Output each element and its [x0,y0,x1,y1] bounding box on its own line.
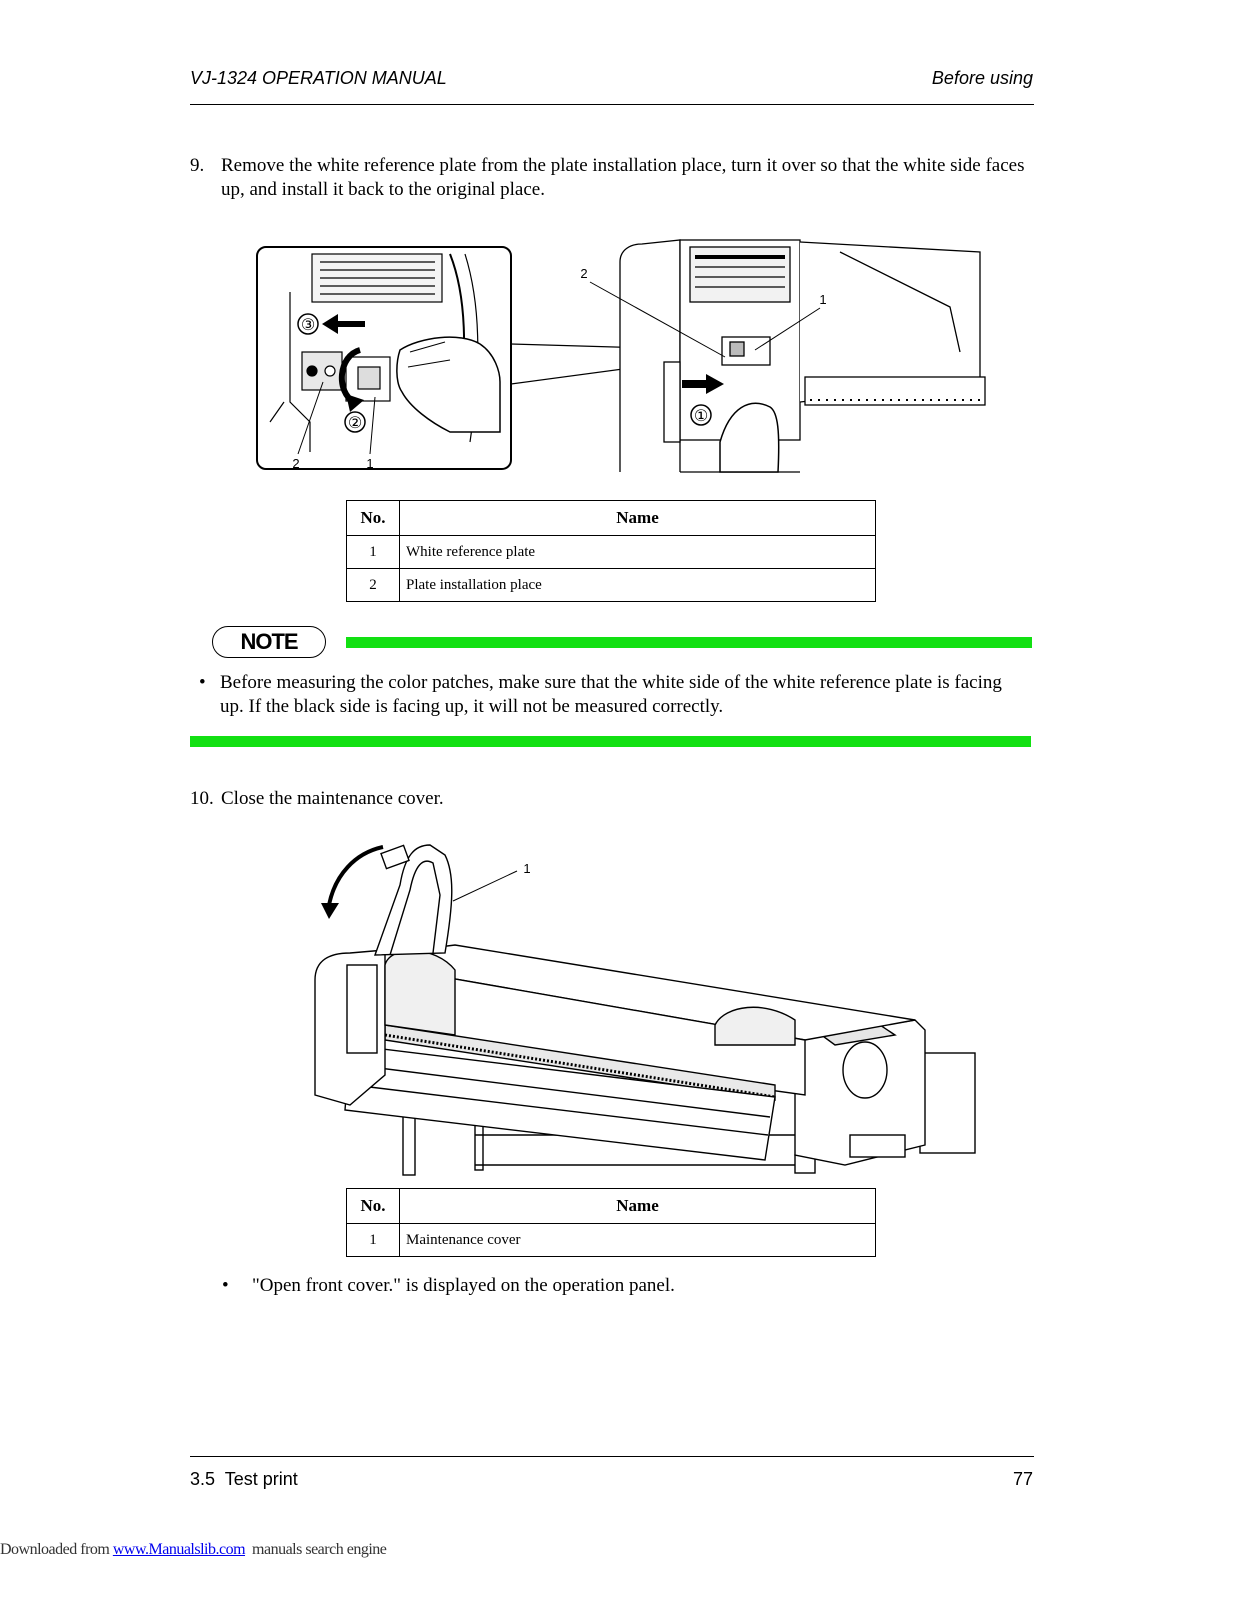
column-header-no: No. [347,501,400,536]
arrow-right [682,380,708,388]
column-header-name: Name [400,1189,876,1224]
step-9 [190,154,1036,204]
inset-callout-2: 2 [292,456,300,471]
row-no: 1 [347,1224,400,1257]
close-arrow [329,847,383,905]
end-cap-knob [843,1042,887,1098]
callout-circle-3: ③ [300,315,316,334]
footer-divider [190,1456,1034,1457]
main-callout-1: 1 [819,292,827,307]
row-no: 1 [347,536,400,569]
table-header-row [347,1189,876,1224]
cover-callout-1: 1 [523,861,531,876]
printer-side-view [620,240,985,472]
row-name: Plate installation place [400,569,876,602]
step10-bullet-text: "Open front cover." is displayed on the operation panel. [252,1275,675,1296]
column-header-name: Name [400,501,876,536]
parts-table-step9 [346,500,876,602]
table-row [347,569,876,602]
row-no: 2 [347,569,400,602]
note-bottom-bar [190,736,1031,747]
printer-cover-illustration [305,835,985,1180]
note-badge: NOTE [212,626,326,658]
table-header-row [347,501,876,536]
callout-circle-2: ② [347,413,363,432]
manual-title: VJ-1324 OPERATION MANUAL [190,68,447,88]
table-row [347,1224,876,1257]
row-name: Maintenance cover [400,1224,876,1257]
parts-table-step10 [346,1188,876,1257]
step-text: Remove the white reference plate from the plate installation place, turn it over so that the white side faces up, and install it back to the original place. [221,155,1025,200]
inset-callout-1: 1 [366,456,374,471]
download-notice [0,1541,386,1559]
download-suffix: manuals search engine [245,1541,387,1558]
header-divider [190,104,1034,105]
note-bullet-mark: • [199,672,206,693]
download-prefix: Downloaded from [0,1541,113,1558]
column-header-no: No. [347,1189,400,1224]
step10-bullet-mark: • [222,1275,229,1296]
manualslib-link[interactable]: www.Manualslib.com [112,1541,246,1558]
step-10 [190,787,1036,813]
step-number: 9. [190,155,205,176]
main-callout-2: 2 [580,266,588,281]
footer-section: 3.5 Test print [190,1469,298,1489]
table-row [347,536,876,569]
right-housing [920,1053,975,1153]
step-text: Close the maintenance cover. [221,788,444,809]
row-name: White reference plate [400,536,876,569]
page-number: 77 [1012,1469,1033,1489]
plate-removal-illustration [250,232,990,484]
section-title: Before using [931,68,1033,88]
callout-circle-1: ① [693,406,709,425]
note-text: Before measuring the color patches, make sure that the white side of the white reference plate is facing up. If the black side is facing up, it will not be measured correctly. [220,672,1002,717]
step-number: 10. [190,788,214,809]
note-top-bar [346,637,1032,648]
